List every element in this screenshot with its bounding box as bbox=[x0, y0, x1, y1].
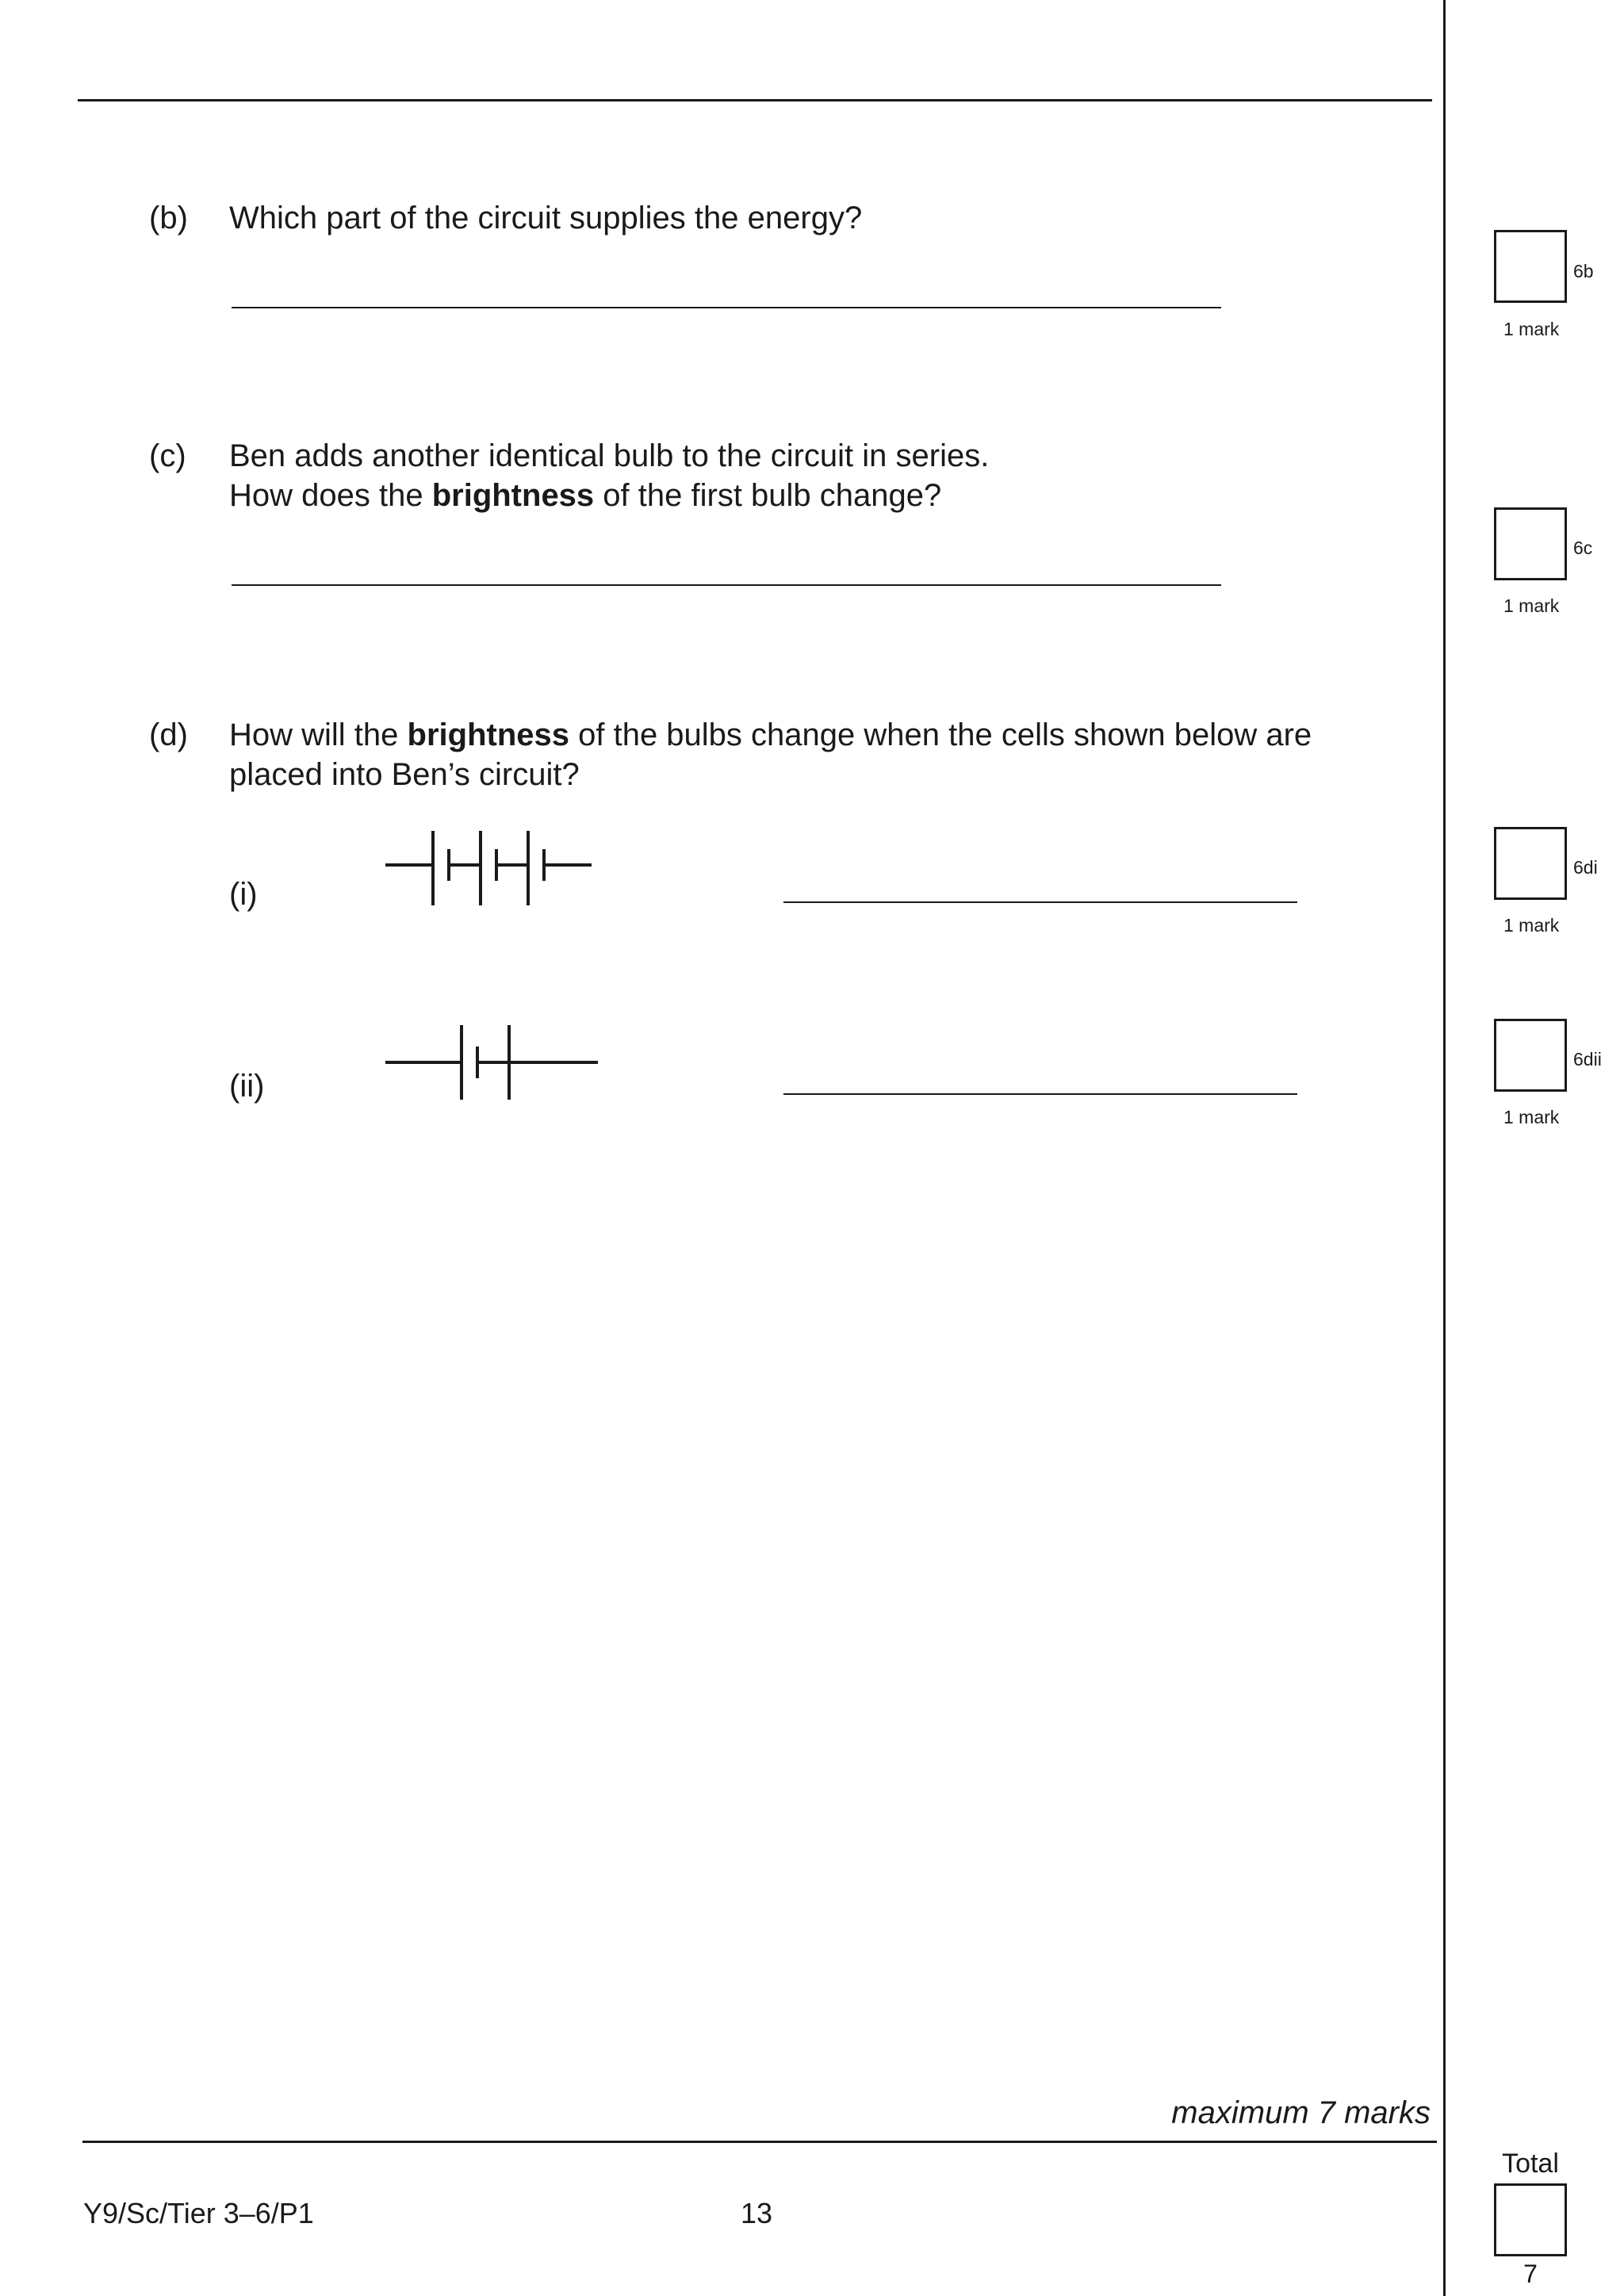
question-d-line2: placed into Ben’s circuit? bbox=[229, 757, 580, 792]
margin-divider bbox=[1443, 0, 1446, 2296]
total-box[interactable] bbox=[1494, 2183, 1567, 2256]
maximum-marks: maximum 7 marks bbox=[1171, 2095, 1431, 2130]
question-b-text: Which part of the circuit supplies the energy? bbox=[229, 201, 863, 235]
answer-line-c[interactable] bbox=[232, 584, 1221, 586]
answer-line-b[interactable] bbox=[232, 307, 1221, 308]
question-c-line2-pre: How does the bbox=[229, 478, 432, 513]
question-d-label: (d) bbox=[149, 718, 188, 752]
question-c-line1: Ben adds another identical bulb to the circuit in series. bbox=[229, 438, 990, 473]
total-label: Total bbox=[1502, 2149, 1559, 2179]
question-c-line2 bbox=[229, 476, 941, 515]
question-d-line1-pre: How will the bbox=[229, 718, 408, 752]
page-number: 13 bbox=[741, 2197, 773, 2229]
sub-question-i-label: (i) bbox=[229, 877, 258, 912]
mark-code-6c: 6c bbox=[1573, 538, 1593, 558]
top-rule bbox=[78, 99, 1432, 101]
question-c-label: (c) bbox=[149, 438, 186, 473]
mark-box-6dii[interactable] bbox=[1494, 1019, 1567, 1092]
mark-code-6b: 6b bbox=[1573, 261, 1594, 281]
mark-code-6di: 6di bbox=[1573, 857, 1598, 878]
single-cell-battery-symbol bbox=[381, 1019, 603, 1106]
mark-box-6di[interactable] bbox=[1494, 827, 1567, 900]
mark-text-6di: 1 mark bbox=[1503, 915, 1560, 936]
mark-box-6b[interactable] bbox=[1494, 230, 1567, 303]
three-cell-battery-symbol bbox=[381, 825, 603, 912]
mark-code-6dii: 6dii bbox=[1573, 1049, 1602, 1070]
question-d-emphasis: brightness bbox=[407, 718, 569, 752]
mark-text-6dii: 1 mark bbox=[1503, 1107, 1560, 1127]
answer-line-d-i[interactable] bbox=[783, 901, 1297, 903]
paper-code: Y9/Sc/Tier 3–6/P1 bbox=[83, 2197, 314, 2229]
question-d-line1-post: of the bulbs change when the cells shown below are bbox=[569, 718, 1312, 752]
answer-line-d-ii[interactable] bbox=[783, 1093, 1297, 1095]
bottom-rule bbox=[82, 2141, 1437, 2143]
question-c-emphasis: brightness bbox=[431, 478, 595, 513]
total-value: 7 bbox=[1523, 2260, 1538, 2288]
sub-question-ii-label: (ii) bbox=[229, 1069, 265, 1104]
question-b-label: (b) bbox=[149, 201, 188, 235]
question-c-line2-post: of the first bulb change? bbox=[594, 478, 942, 513]
mark-box-6c[interactable] bbox=[1494, 507, 1567, 580]
mark-text-6c: 1 mark bbox=[1503, 595, 1560, 616]
question-d-line1 bbox=[229, 715, 1312, 755]
mark-text-6b: 1 mark bbox=[1503, 319, 1560, 339]
